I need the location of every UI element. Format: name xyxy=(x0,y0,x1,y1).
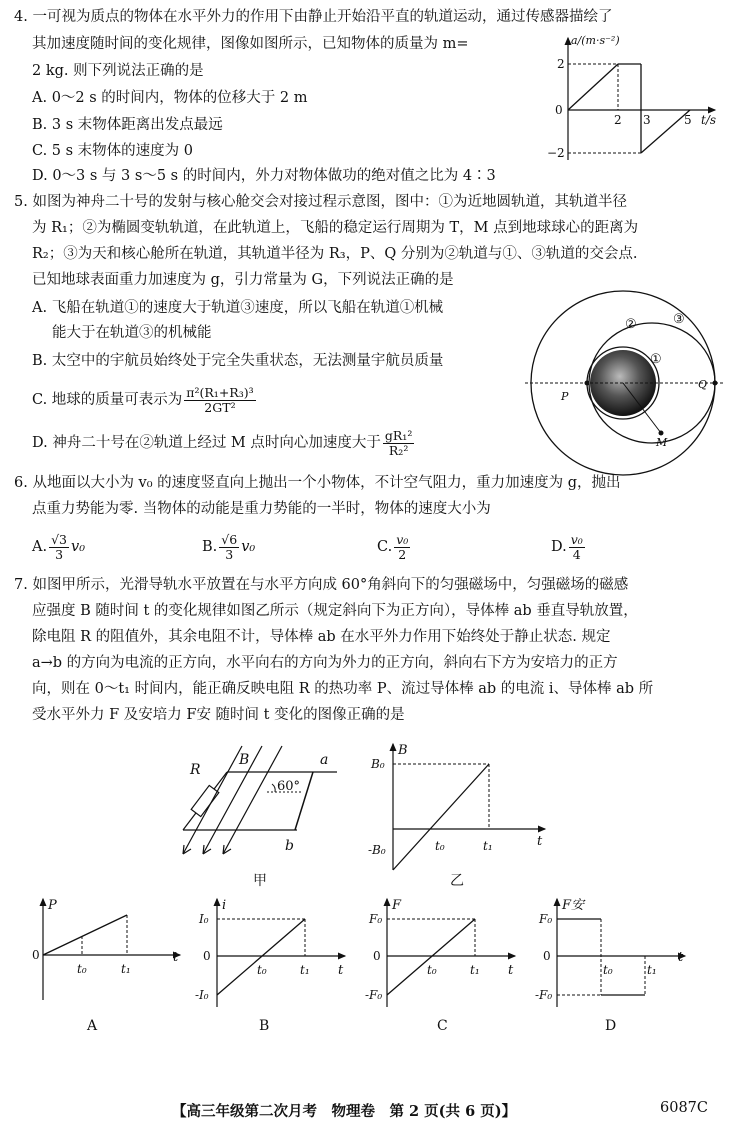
q6-option-a-num: √3 xyxy=(51,531,68,547)
c-caption: C xyxy=(437,1018,448,1034)
c-line xyxy=(387,919,475,995)
yi-t0: t₀ xyxy=(435,839,445,853)
q7-graph-a xyxy=(30,895,190,1040)
q4-xtick-2: 2 xyxy=(614,113,622,127)
label-orbit-2: ② xyxy=(625,317,637,332)
caption-yi: 乙 xyxy=(450,873,464,889)
d-t: t xyxy=(678,950,684,965)
q5-orbit-diagram xyxy=(525,288,725,483)
q5-line-4: 已知地球表面重力加速度为 g，引力常量为 G，下列说法正确的是 xyxy=(32,272,454,288)
q4-line-1: 4. 一可视为质点的物体在水平外力的作用下由静止开始沿平直的轨道运动，通过传感器描绘了 xyxy=(14,9,613,25)
q7-graph-d xyxy=(535,895,695,1040)
q7-graph-c xyxy=(365,895,525,1040)
c-origin: 0 xyxy=(373,949,381,963)
q6-option-a-fraction xyxy=(49,533,69,562)
q7-graph-b xyxy=(195,895,355,1040)
q4-y-top: 2 xyxy=(557,57,565,71)
a-line xyxy=(43,915,127,955)
q5-line-2: 为 R₁；②为椭圆变轨轨道，在此轨道上，飞船的稳定运行周期为 T，M 点到地球球心的距离为 xyxy=(32,220,639,236)
yi-xlabel: t xyxy=(537,834,543,849)
q7-line-3: 除电阻 R 的阻值外，其余电阻不计，导体棒 ab 在水平外力作用下始终处于静止状态. 规定 xyxy=(32,629,611,645)
c-ylabel: F xyxy=(392,898,402,913)
q6-option-d-fraction xyxy=(569,533,585,562)
q4-option-a: A. 0～2 s 的时间内，物体的位移大于 2 m xyxy=(32,90,308,106)
q6-option-d-den: 4 xyxy=(572,546,581,562)
label-m: M xyxy=(656,436,668,449)
q5-line-3: R₂；③为天和核心舱所在轨道，其轨道半径为 R₃，P、Q 分别为②轨道与①、③轨道的交会点. xyxy=(32,246,638,262)
q6-option-c xyxy=(377,530,412,564)
a-caption: A xyxy=(87,1018,98,1034)
label-orbit-3: ③ xyxy=(673,312,685,327)
q6-option-a xyxy=(32,530,85,564)
q7-line-1: 7. 如图甲所示，光滑导轨水平放置在与水平方向成 60°角斜向下的匀强磁场中，匀强磁场的磁感 xyxy=(14,577,629,593)
paper-code: 6087C xyxy=(660,1100,708,1116)
q6-option-c-num: v₀ xyxy=(396,531,409,547)
c-bottom: -F₀ xyxy=(365,988,383,1002)
q5-option-d-prefix: D. 神舟二十号在②轨道上经过 M 点时向心加速度大于 xyxy=(32,435,381,451)
q6-line-1: 6. 从地面以大小为 v₀ 的速度竖直向上抛出一个小物体，不计空气阻力，重力加速度为 g，抛出 xyxy=(14,475,621,491)
label-a: a xyxy=(320,752,329,768)
b-ylabel: i xyxy=(222,898,227,913)
q4-y-bottom: −2 xyxy=(547,146,565,160)
q6-option-d-num: v₀ xyxy=(570,531,583,547)
yi-t1: t₁ xyxy=(483,839,493,853)
yi-bottom: -B₀ xyxy=(368,843,386,857)
label-b-field: B xyxy=(239,752,250,768)
q7-line-4: a→b 的方向为电流的正方向，水平向右的方向为外力的正方向，斜向右下方为安培力的正方 xyxy=(32,655,618,671)
q5-option-d xyxy=(32,426,416,460)
c-t1: t₁ xyxy=(470,963,480,977)
q4-line-2: 其加速度随时间的变化规律，图像如图所示，已知物体的质量为 m= xyxy=(32,36,469,52)
q5-option-a-1: A. 飞船在轨道①的速度大于轨道③速度，所以飞船在轨道①机械 xyxy=(32,300,444,316)
q4-line-ramp xyxy=(568,64,618,110)
q4-option-c: C. 5 s 末物体的速度为 0 xyxy=(32,143,194,159)
d-top: F₀ xyxy=(539,912,553,926)
q7-line-6: 受水平外力 F 及安培力 F安 随时间 t 变化的图像正确的是 xyxy=(32,707,405,723)
q6-option-d-label: D. xyxy=(551,539,567,555)
q5-option-c-num: π²(R₁+R₃)³ xyxy=(186,384,254,400)
b-line xyxy=(217,919,305,995)
point-q xyxy=(713,381,718,386)
q6-option-c-fraction xyxy=(394,533,410,562)
q5-line-1: 5. 如图为神舟二十号的发射与核心舱交会对接过程示意图，图中：①为近地圆轨道，其轨道半径 xyxy=(14,194,627,210)
q7-figure-yi xyxy=(365,742,555,892)
q4-option-b: B. 3 s 末物体距离出发点最远 xyxy=(32,117,223,133)
label-b: b xyxy=(285,838,294,854)
q6-option-c-den: 2 xyxy=(398,546,407,562)
q7-line-2: 应强度 B 随时间 t 的变化规律如图乙所示（规定斜向下为正方向），导体棒 ab 垂直导轨放置， xyxy=(32,603,638,619)
d-bottom: -F₀ xyxy=(535,988,553,1002)
q6-option-b xyxy=(202,530,255,564)
q4-xtick-3: 3 xyxy=(643,113,651,127)
d-origin: 0 xyxy=(543,949,551,963)
q5-option-c-den: 2GT² xyxy=(204,399,236,415)
b-t: t xyxy=(338,963,344,978)
d-caption: D xyxy=(605,1018,617,1034)
q5-option-c-prefix: C. 地球的质量可表示为 xyxy=(32,392,183,408)
q5-option-c-fraction xyxy=(184,386,255,415)
a-t: t xyxy=(173,950,179,965)
q4-xlabel: t/s xyxy=(701,113,717,127)
b-caption: B xyxy=(259,1018,270,1034)
label-orbit-1: ① xyxy=(650,352,662,367)
q6-option-d xyxy=(551,530,587,564)
b-origin: 0 xyxy=(203,949,211,963)
q4-ylabel: a/(m·s⁻²) xyxy=(571,34,620,47)
q6-option-b-label: B. xyxy=(202,539,218,555)
a-t0: t₀ xyxy=(77,962,87,976)
c-t0: t₀ xyxy=(427,963,437,977)
q6-option-a-label: A. xyxy=(32,539,48,555)
q4-option-d: D. 0～3 s 与 3 s～5 s 的时间内，外力对物体做功的绝对值之比为 4∶3 xyxy=(32,168,496,184)
q6-line-2: 点重力势能为零. 当物体的动能是重力势能的一半时，物体的速度大小为 xyxy=(32,501,491,517)
yi-b-line xyxy=(393,764,489,870)
c-t: t xyxy=(508,963,514,978)
q5-option-d-fraction xyxy=(383,429,414,458)
label-p: P xyxy=(561,390,569,403)
label-q: Q xyxy=(698,378,708,391)
q5-option-d-den: R₂² xyxy=(388,442,409,458)
d-t0: t₀ xyxy=(603,963,613,977)
c-top: F₀ xyxy=(369,912,383,926)
page-footer: 【高三年级第二次月考 物理卷 第 2 页(共 6 页)】 xyxy=(172,1103,517,1120)
b-t1: t₁ xyxy=(300,963,310,977)
q6-option-c-label: C. xyxy=(377,539,393,555)
q5-option-a-2: 能大于在轨道③的机械能 xyxy=(52,325,212,341)
q6-option-b-den: 3 xyxy=(225,546,234,562)
q4-origin: 0 xyxy=(555,103,563,117)
q6-option-b-num: √6 xyxy=(221,531,238,547)
q4-line-3: 2 kg. 则下列说法正确的是 xyxy=(32,63,204,79)
b-t0: t₀ xyxy=(257,963,267,977)
q5-option-c xyxy=(32,383,258,417)
label-r: R xyxy=(190,762,201,778)
b-top: I₀ xyxy=(199,912,209,926)
q6-option-b-tail: v₀ xyxy=(241,539,256,555)
q4-xtick-5: 5 xyxy=(684,113,692,127)
d-t1: t₁ xyxy=(647,963,657,977)
yi-top: B₀ xyxy=(371,757,385,771)
caption-jia: 甲 xyxy=(253,873,267,889)
q6-option-a-den: 3 xyxy=(55,546,64,562)
q7-figure-jia xyxy=(175,742,350,892)
a-origin: 0 xyxy=(32,948,40,962)
angle-arc xyxy=(272,784,275,792)
a-ylabel: P xyxy=(48,898,57,913)
q5-option-b: B. 太空中的宇航员始终处于完全失重状态，无法测量宇航员质量 xyxy=(32,353,444,369)
point-m xyxy=(659,431,664,436)
a-t1: t₁ xyxy=(121,962,131,976)
d-ylabel: F安 xyxy=(562,898,585,913)
q6-option-b-fraction xyxy=(219,533,239,562)
angle-label: 60° xyxy=(277,779,301,794)
resistor-r xyxy=(191,785,219,816)
q7-line-5: 向，则在 0～t₁ 时间内，能正确反映电阻 R 的热功率 P、流过导体棒 ab 的电流 i、导体棒 ab 所 xyxy=(32,681,654,697)
point-p xyxy=(585,381,590,386)
q6-option-a-tail: v₀ xyxy=(71,539,86,555)
q4-acceleration-graph xyxy=(535,30,725,165)
q5-option-d-num: gR₁² xyxy=(384,427,413,443)
b-bottom: -I₀ xyxy=(195,988,209,1002)
yi-ylabel: B xyxy=(398,743,408,758)
